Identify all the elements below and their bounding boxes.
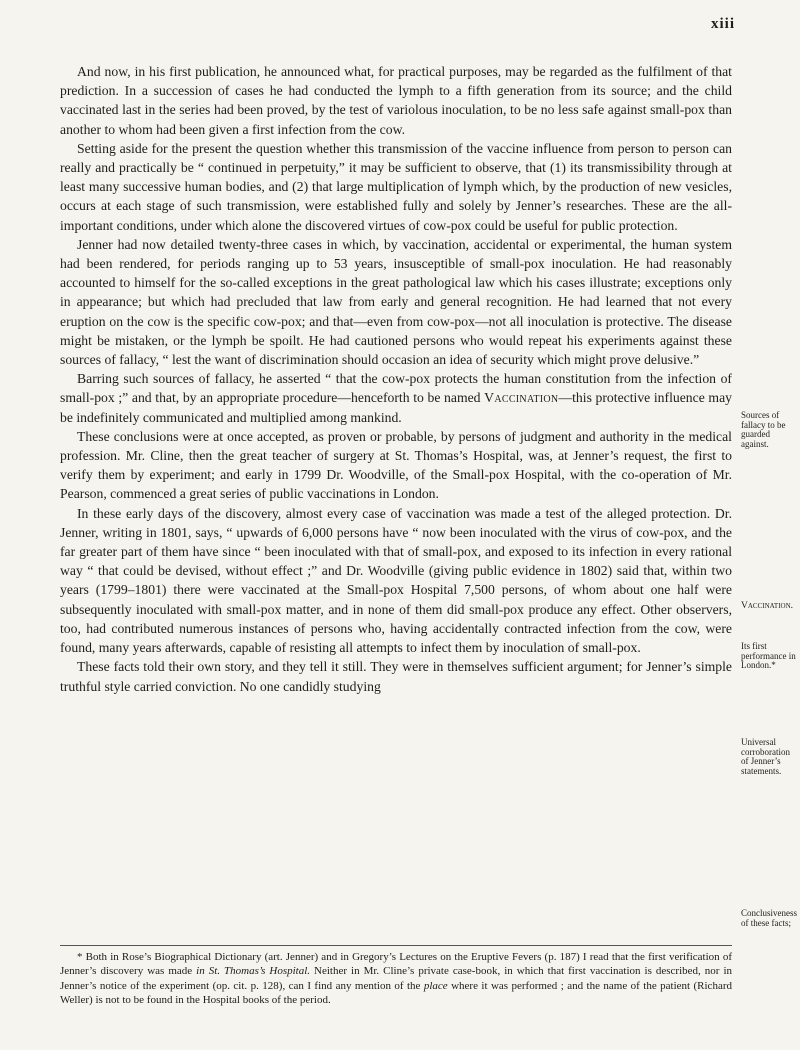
footnote [60,950,732,1007]
vaccination-term: Vaccination [484,390,559,406]
footnote-end: where it was performed ; and the name of the patient (Richard Weller) is not to be found in the Hospital books of the period. [60,979,732,1006]
margin-note-first-performance: Its first performance in London.* [741,641,796,670]
footnote-divider [60,945,732,946]
paragraph-4-end: —this protective influence may be indefinitely communicated and multiplied among mankind. [60,390,732,425]
margin-note-sources-of-fallacy: Sources of fallacy to be guarded against. [741,410,786,449]
paragraph-7: These facts told their own story, and they tell it still. They were in themselves sufficient argument; for Jenner’s simple truthful style carried conviction. No one candidly studying [60,659,732,694]
paragraph-3: Jenner had now detailed twenty-three cases in which, by vaccination, accidental or experimental, the human system had been rendered, for periods ranging up to 53 years, insusceptible of small-pox inoculation. He had reasonably accounted to himself for the so-called exceptions in the great pathological law which his cases illustrate; exceptions only in appearance; but which had precluded that law from early and general recognition. He had learned that not every eruption on the cow is the specific cow-pox; and that—even from cow-pox—not all inoculation is protective. The disease might be mistaken, or the lymph be spoilt. He had cautioned persons who would repeat his experiments against these sources of fallacy, “ lest the want of discrimination should occasion an idea of security which might prove delusive.” [60,236,732,368]
page-number: xiii [710,16,735,32]
paragraph-4-start: Barring such sources of fallacy, he asserted “ that the cow-pox protects the human constitution from the infection of small-pox ;” and that, by an appropriate procedure—henceforth to be named [60,371,732,406]
footnote-middle: Neither in Mr. Cline’s private case-book, in which that first vaccination is described, nor in Jenner’s notice of the experiment (op. cit. p. 128), can I find any mention of the [60,965,733,992]
footnote-italic-place: place [423,979,448,992]
paragraph-4 [60,369,732,427]
margin-note-vaccination: Vaccination. [741,601,794,611]
body-text [60,62,732,696]
paragraph-1: And now, in his first publication, he announced what, for practical purposes, may be regarded as the fulfilment of that prediction. In a succession of cases he had conducted the lymph to a fifth generation from its source; and the child vaccinated last in the series had been proved, by the test of variolous inoculation, to be no less safe against small-pox than another to whom had been given a first infection from the cow. [60,64,732,137]
paragraph-5: These conclusions were at once accepted, as proven or probable, by persons of judgment and authority in the medical profession. Mr. Cline, then the great teacher of surgery at St. Thomas’s Hospital, was, at Jenner’s request, the first to verify them by experiment; and early in 1799 Dr. Woodville, of the Small-pox Hospital, with the co-operation of Mr. Pearson, commenced a great series of public vaccinations in London. [60,428,732,502]
paragraph-2: Setting aside for the present the question whether this transmission of the vaccine influence from person to person can really and practically be “ continued in perpetuity,” it may be sufficient to observe, that (1) its transmissibility through at least many successive human bodies, and (2) that large multiplication of lymph which, by the production of new vesicles, occurs at each stage of such transmission, were established fully and solely by Jenner’s researches. These are the all-important conditions, under which alone the discovered virtues of cow-pox could be useful for public protection. [60,140,732,233]
margin-note-universal-corroboration: Universal corroboration of Jenner’s statements. [741,737,790,776]
footnote-start: * Both in Rose’s Biographical Dictionary (art. Jenner) and in Gregory’s Lectures on the Eruptive Fevers (p. 187) I read that the first verification of Jenner’s discovery was made [60,951,732,978]
paragraph-6: In these early days of the discovery, almost every case of vaccination was made a test of the alleged protection. Dr. Jenner, writing in 1801, says, “ upwards of 6,000 persons have “ now been inoculated with the virus of cow-pox, and the far greater part of them have since “ been inoculated with that of small-pox, and exposed to its infection in every rational way “ that could be devised, without effect ;” and Dr. Woodville (giving public evidence in 1802) said that, within two years (1799–1801) there were vaccinated at the Small-pox Hospital 7,500 persons, of whom about one half were subsequently inoculated with small-pox matter, and in none of them did small-pox produce any effect. Other observers, too, had contributed numerous instances of persons who, having accidentally contracted infection from the cow, were found, many years afterwards, capable of resisting all attempts to infect them by inoculation of small-pox. [60,505,732,656]
footnote-italic-hospital: in St. Thomas’s Hospital. [196,965,311,978]
margin-note-conclusiveness: Conclusiveness of these facts; [741,908,797,928]
